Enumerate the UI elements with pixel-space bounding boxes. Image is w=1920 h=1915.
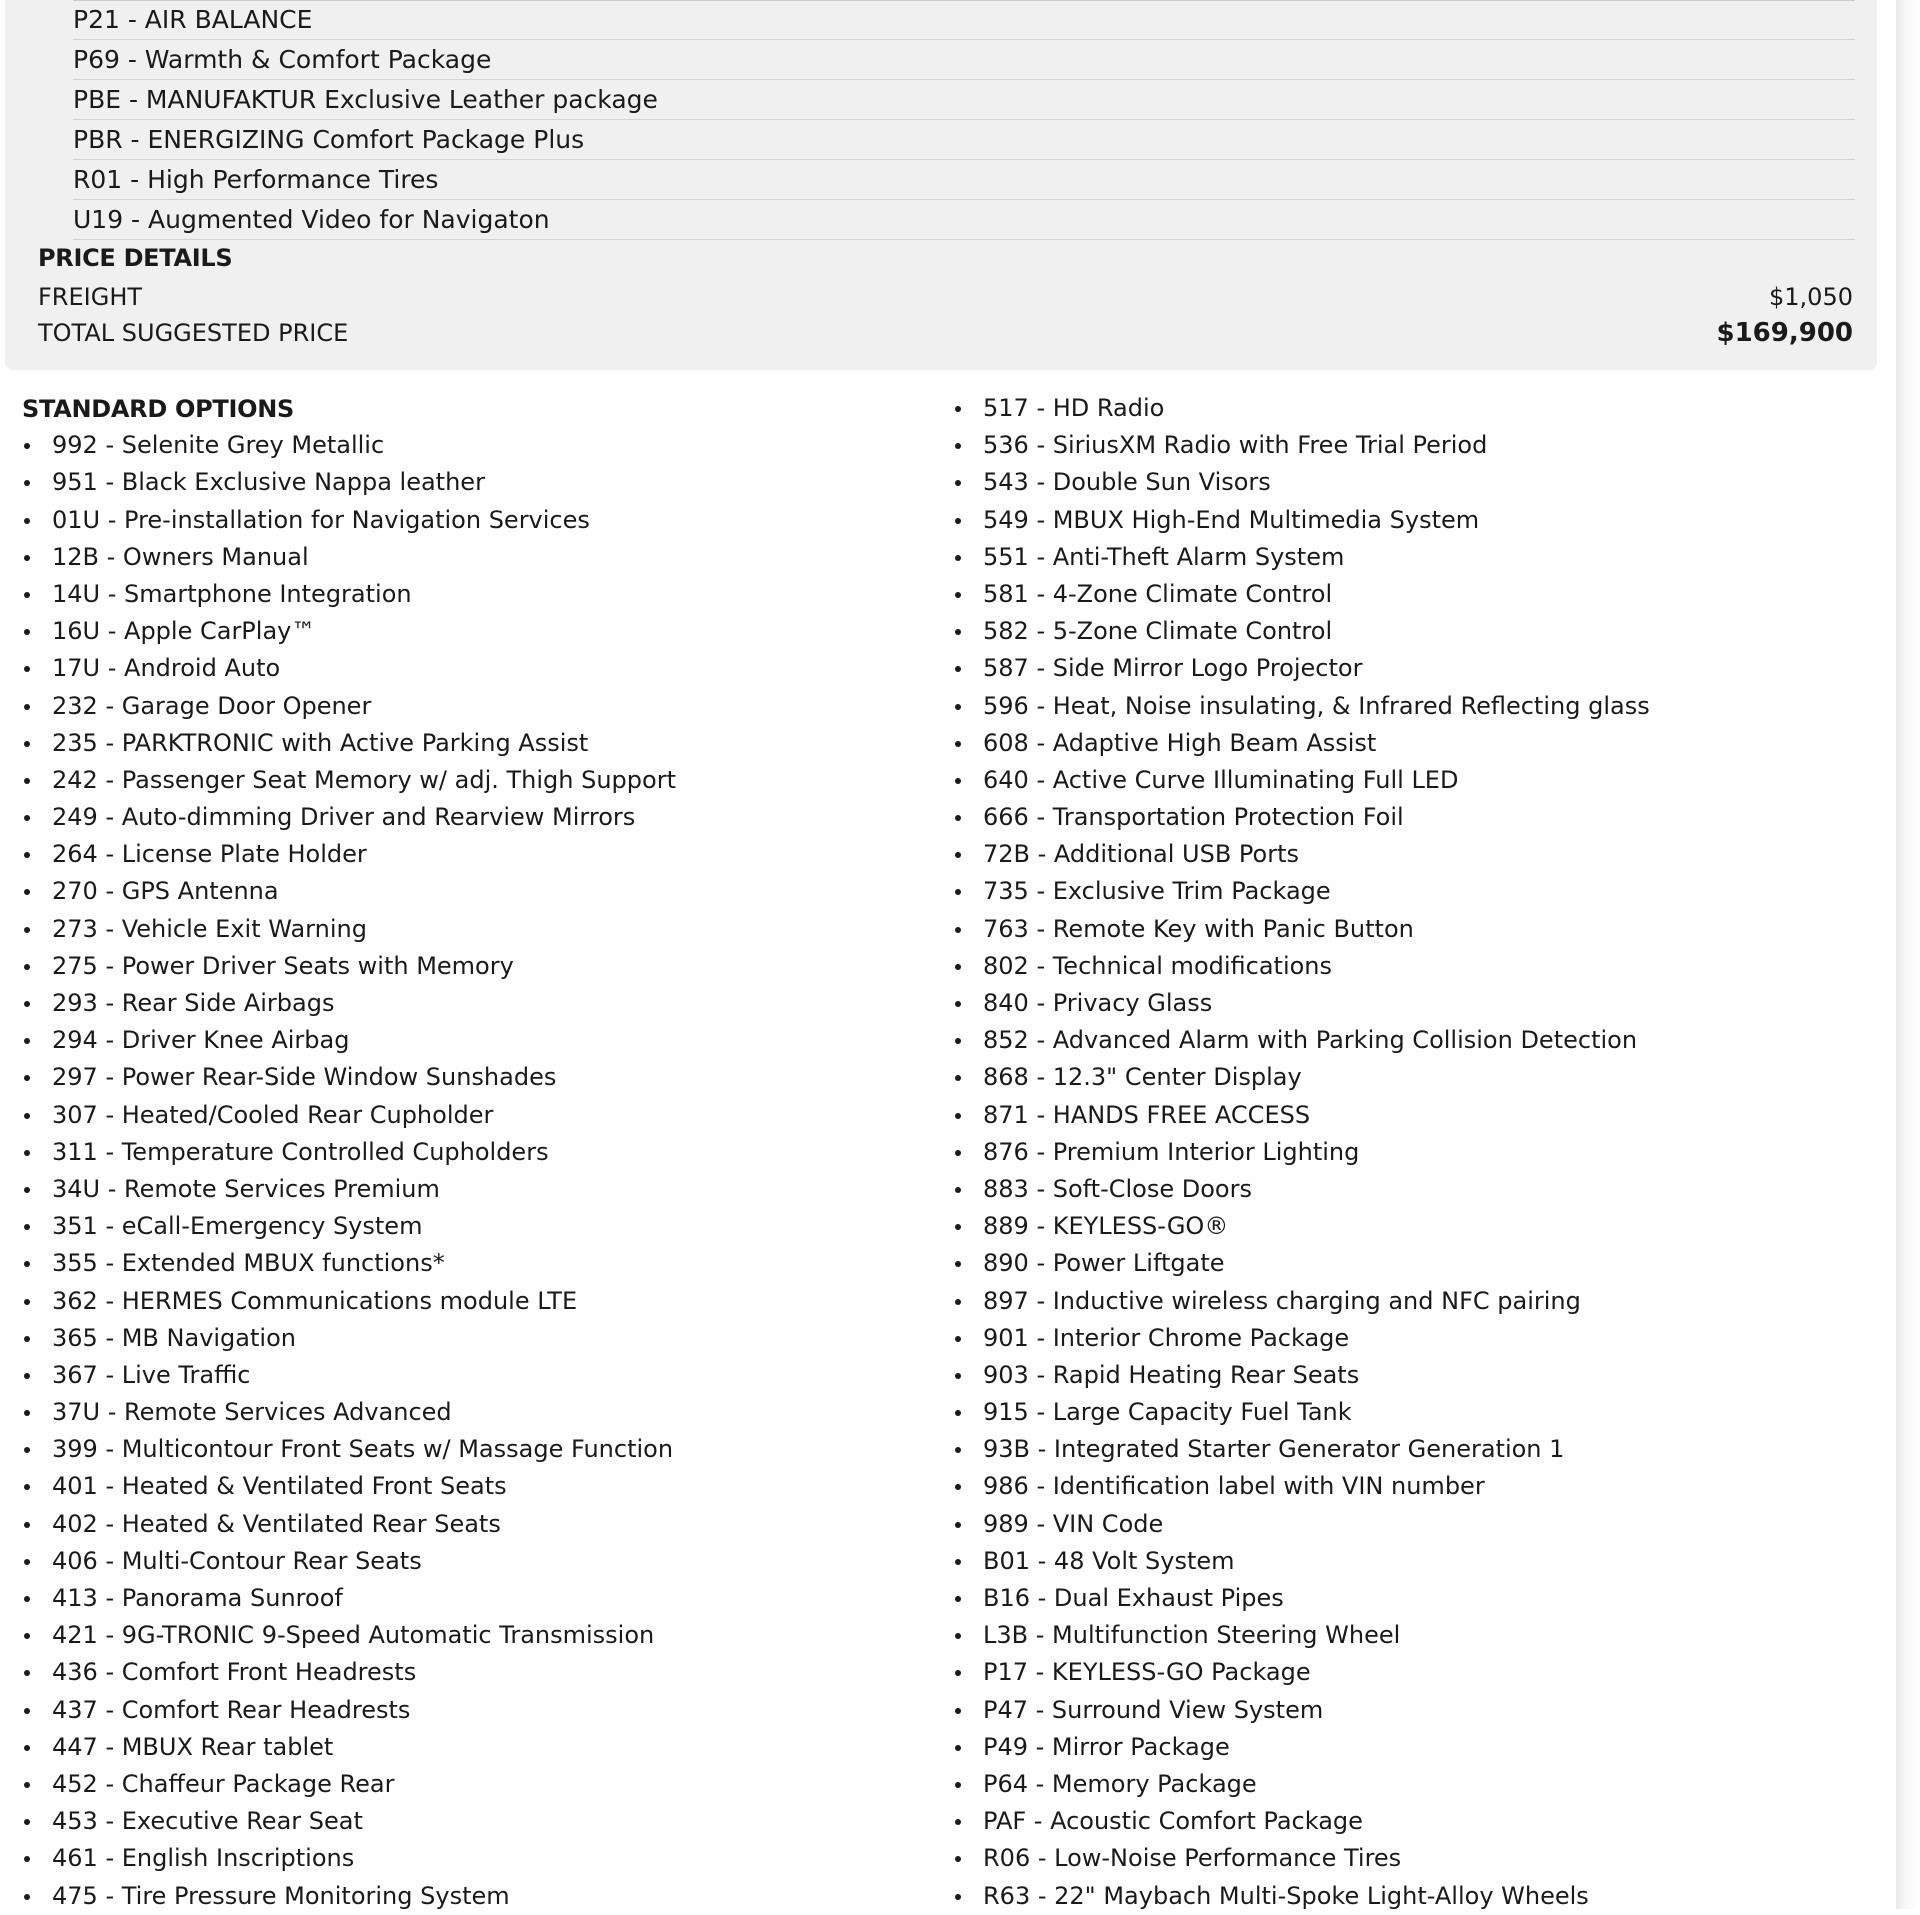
- bullet-icon: [24, 1670, 30, 1676]
- bullet-icon: [955, 1373, 961, 1379]
- standard-option-item: [983, 1803, 1650, 1840]
- bullet-icon: [955, 629, 961, 635]
- bullet-icon: [24, 1447, 30, 1453]
- bullet-icon: [24, 518, 30, 524]
- standard-option-item: [983, 948, 1650, 985]
- standard-option-label: 249 - Auto-dimming Driver and Rearview Mirrors: [52, 803, 636, 832]
- bullet-icon: [955, 1559, 961, 1565]
- freight-row: [38, 279, 1853, 315]
- bullet-icon: [24, 741, 30, 747]
- standard-option-label: 915 - Large Capacity Fuel Tank: [983, 1398, 1352, 1427]
- standard-option-item: [52, 1692, 676, 1729]
- total-price-row: [38, 315, 1853, 351]
- standard-option-label: 264 - License Plate Holder: [52, 840, 367, 869]
- bullet-icon: [955, 1299, 961, 1305]
- standard-option-label: 37U - Remote Services Advanced: [52, 1398, 452, 1427]
- standard-option-label: 402 - Heated & Ventilated Rear Seats: [52, 1509, 501, 1538]
- bullet-icon: [955, 1447, 961, 1453]
- standard-option-item: [52, 1171, 676, 1208]
- standard-option-item: [52, 1134, 676, 1171]
- bullet-icon: [24, 815, 30, 821]
- standard-option-item: [52, 1357, 676, 1394]
- standard-option-label: 890 - Power Liftgate: [983, 1249, 1225, 1278]
- standard-option-label: 12B - Owners Manual: [52, 542, 309, 571]
- price-details-heading: PRICE DETAILS: [38, 244, 233, 272]
- bullet-icon: [955, 778, 961, 784]
- standard-option-label: 355 - Extended MBUX functions*: [52, 1249, 445, 1278]
- bullet-icon: [955, 1224, 961, 1230]
- bullet-icon: [955, 1187, 961, 1193]
- standard-option-item: [52, 576, 676, 613]
- standard-option-item: [52, 1283, 676, 1320]
- standard-option-label: 16U - Apple CarPlay™: [52, 617, 316, 646]
- standard-option-item: [983, 1580, 1650, 1617]
- standard-option-label: 293 - Rear Side Airbags: [52, 989, 335, 1017]
- standard-option-label: P64 - Memory Package: [983, 1769, 1257, 1798]
- standard-option-label: 581 - 4-Zone Climate Control: [983, 579, 1333, 608]
- standard-option-item: [52, 1580, 676, 1617]
- standard-option-item: [983, 1134, 1650, 1171]
- bullet-icon: [24, 1261, 30, 1267]
- standard-option-label: 294 - Driver Knee Airbag: [52, 1026, 350, 1055]
- standard-option-item: [983, 836, 1650, 873]
- bullet-icon: [24, 852, 30, 858]
- total-price-value: $169,900: [1716, 318, 1853, 348]
- bullet-icon: [955, 1708, 961, 1714]
- standard-option-item: [983, 427, 1650, 464]
- standard-option-label: 01U - Pre-installation for Navigation Services: [52, 505, 590, 534]
- standard-option-item: [983, 1208, 1650, 1245]
- bullet-icon: [955, 1261, 961, 1267]
- standard-option-item: [52, 725, 676, 762]
- bullet-icon: [24, 1819, 30, 1825]
- standard-option-item: [983, 799, 1650, 836]
- bullet-icon: [24, 1038, 30, 1044]
- standard-option-item: [983, 1766, 1650, 1803]
- standard-option-item: [52, 1468, 676, 1505]
- standard-option-label: R63 - 22" Maybach Multi-Spoke Light-Alloy Wheels: [983, 1881, 1589, 1910]
- standard-option-label: 897 - Inductive wireless charging and NFC pairing: [983, 1286, 1581, 1315]
- bullet-icon: [24, 1113, 30, 1119]
- standard-option-item: [52, 1803, 676, 1840]
- standard-option-label: 852 - Advanced Alarm with Parking Collision Detection: [983, 1026, 1638, 1055]
- standard-option-item: [983, 1506, 1650, 1543]
- bullet-icon: [955, 815, 961, 821]
- standard-option-item: [52, 1766, 676, 1803]
- total-price-label: TOTAL SUGGESTED PRICE: [38, 319, 349, 347]
- standard-option-label: 453 - Executive Rear Seat: [52, 1807, 363, 1836]
- standard-option-label: 951 - Black Exclusive Nappa leather: [52, 468, 485, 497]
- standard-option-label: P17 - KEYLESS-GO Package: [983, 1658, 1311, 1687]
- bullet-icon: [24, 1336, 30, 1342]
- bullet-icon: [955, 964, 961, 970]
- standard-option-label: 871 - HANDS FREE ACCESS: [983, 1100, 1311, 1129]
- bullet-icon: [955, 1522, 961, 1528]
- standard-option-item: [983, 1245, 1650, 1282]
- standard-option-item: [52, 539, 676, 576]
- bullet-icon: [24, 1150, 30, 1156]
- standard-option-label: 242 - Passenger Seat Memory w/ adj. Thigh Support: [52, 765, 676, 794]
- standard-option-item: [983, 985, 1650, 1022]
- standard-option-item: [52, 1394, 676, 1431]
- standard-option-item: [52, 1059, 676, 1096]
- standard-option-item: [52, 613, 676, 650]
- bullet-icon: [955, 1633, 961, 1639]
- standard-option-item: [52, 502, 676, 539]
- bullet-icon: [955, 1745, 961, 1751]
- standard-option-item: [52, 1878, 676, 1915]
- standard-option-item: [983, 1840, 1650, 1877]
- standard-option-item: [983, 1431, 1650, 1468]
- standard-option-label: 34U - Remote Services Premium: [52, 1174, 440, 1203]
- standard-option-label: L3B - Multifunction Steering Wheel: [983, 1621, 1401, 1650]
- standard-option-label: 436 - Comfort Front Headrests: [52, 1658, 417, 1687]
- standard-option-label: 903 - Rapid Heating Rear Seats: [983, 1360, 1360, 1389]
- standard-option-label: 883 - Soft-Close Doors: [983, 1174, 1252, 1203]
- standard-option-item: [983, 1617, 1650, 1654]
- standard-option-label: 401 - Heated & Ventilated Front Seats: [52, 1472, 507, 1501]
- standard-option-label: B01 - 48 Volt System: [983, 1546, 1235, 1575]
- bullet-icon: [955, 1670, 961, 1676]
- standard-option-item: [52, 1543, 676, 1580]
- bullet-icon: [24, 1708, 30, 1714]
- bullet-icon: [955, 741, 961, 747]
- bullet-icon: [24, 1299, 30, 1305]
- bullet-icon: [24, 629, 30, 635]
- bullet-icon: [24, 1856, 30, 1862]
- standard-option-label: 640 - Active Curve Illuminating Full LED: [983, 765, 1459, 794]
- standard-option-label: 14U - Smartphone Integration: [52, 579, 412, 608]
- standard-option-item: [983, 1357, 1650, 1394]
- standard-option-label: B16 - Dual Exhaust Pipes: [983, 1584, 1284, 1612]
- standard-option-label: 517 - HD Radio: [983, 394, 1165, 422]
- standard-options-left-column: [52, 390, 676, 1915]
- standard-option-item: [983, 1320, 1650, 1357]
- standard-option-label: 351 - eCall-Emergency System: [52, 1212, 423, 1241]
- standard-option-label: 889 - KEYLESS-GO®: [983, 1212, 1229, 1241]
- standard-option-item: [52, 1729, 676, 1766]
- standard-option-label: 297 - Power Rear-Side Window Sunshades: [52, 1063, 557, 1092]
- standard-option-label: 452 - Chaffeur Package Rear: [52, 1769, 395, 1798]
- standard-option-label: R06 - Low-Noise Performance Tires: [983, 1844, 1402, 1873]
- standard-option-item: [983, 1022, 1650, 1059]
- standard-option-item: [52, 688, 676, 725]
- standard-option-item: [983, 873, 1650, 910]
- bullet-icon: [955, 480, 961, 486]
- bullet-icon: [24, 778, 30, 784]
- standard-option-item: [52, 1617, 676, 1654]
- standard-option-label: 406 - Multi-Contour Rear Seats: [52, 1546, 422, 1575]
- bullet-icon: [955, 1856, 961, 1862]
- standard-option-label: P49 - Mirror Package: [983, 1732, 1230, 1761]
- bullet-icon: [955, 1484, 961, 1490]
- standard-option-item: [52, 1431, 676, 1468]
- standard-option-label: 876 - Premium Interior Lighting: [983, 1137, 1360, 1166]
- standard-option-item: [983, 576, 1650, 613]
- standard-option-item: [983, 1654, 1650, 1691]
- bullet-icon: [955, 1819, 961, 1825]
- standard-option-item: [983, 1283, 1650, 1320]
- standard-option-label: 763 - Remote Key with Panic Button: [983, 914, 1414, 943]
- standard-option-label: 582 - 5-Zone Climate Control: [983, 617, 1333, 646]
- standard-option-item: [983, 725, 1650, 762]
- standard-option-label: 551 - Anti-Theft Alarm System: [983, 542, 1345, 571]
- bullet-icon: [24, 927, 30, 933]
- bullet-icon: [955, 1336, 961, 1342]
- bullet-icon: [24, 1484, 30, 1490]
- package-option-row: P21 - AIR BALANCE: [73, 1, 1855, 40]
- bullet-icon: [24, 592, 30, 598]
- bullet-icon: [955, 704, 961, 710]
- standard-option-label: 475 - Tire Pressure Monitoring System: [52, 1881, 510, 1910]
- standard-option-item: [983, 1394, 1650, 1431]
- package-option-row: PBE - MANUFAKTUR Exclusive Leather package: [73, 81, 1855, 120]
- standard-option-item: [52, 1022, 676, 1059]
- standard-option-label: 362 - HERMES Communications module LTE: [52, 1286, 578, 1315]
- options-price-panel: [5, 0, 1877, 370]
- bullet-icon: [24, 1001, 30, 1007]
- standard-option-label: 93B - Integrated Starter Generator Generation 1: [983, 1435, 1565, 1464]
- bullet-icon: [955, 666, 961, 672]
- standard-option-label: 413 - Panorama Sunroof: [52, 1584, 343, 1612]
- standard-option-label: 365 - MB Navigation: [52, 1323, 296, 1352]
- bullet-icon: [955, 555, 961, 561]
- standard-option-label: 840 - Privacy Glass: [983, 989, 1213, 1017]
- standard-option-item: [52, 427, 676, 464]
- bullet-icon: [24, 1633, 30, 1639]
- standard-option-item: [983, 1692, 1650, 1729]
- standard-option-label: 596 - Heat, Noise insulating, & Infrared Reflecting glass: [983, 691, 1650, 720]
- bullet-icon: [24, 1894, 30, 1900]
- bullet-icon: [955, 518, 961, 524]
- bullet-icon: [24, 1522, 30, 1528]
- standard-option-item: [983, 390, 1650, 427]
- standard-option-item: [52, 650, 676, 687]
- bullet-icon: [955, 1001, 961, 1007]
- standard-options-heading: STANDARD OPTIONS: [22, 395, 294, 423]
- standard-option-item: [983, 650, 1650, 687]
- standard-option-label: 311 - Temperature Controlled Cupholders: [52, 1137, 549, 1166]
- package-option-row: R01 - High Performance Tires: [73, 161, 1855, 200]
- standard-option-label: 735 - Exclusive Trim Package: [983, 877, 1331, 906]
- standard-option-item: [983, 688, 1650, 725]
- standard-option-label: 986 - Identification label with VIN number: [983, 1472, 1485, 1501]
- bullet-icon: [24, 1373, 30, 1379]
- package-option-row: PBR - ENERGIZING Comfort Package Plus: [73, 121, 1855, 160]
- standard-option-item: [52, 1506, 676, 1543]
- bullet-icon: [24, 1224, 30, 1230]
- bullet-icon: [955, 592, 961, 598]
- standard-option-label: 802 - Technical modifications: [983, 951, 1333, 980]
- standard-option-item: [983, 762, 1650, 799]
- standard-option-item: [52, 911, 676, 948]
- bullet-icon: [24, 1745, 30, 1751]
- standard-option-item: [983, 1059, 1650, 1096]
- bullet-icon: [24, 480, 30, 486]
- standard-option-item: [52, 948, 676, 985]
- standard-option-item: [52, 799, 676, 836]
- standard-option-label: 549 - MBUX High-End Multimedia System: [983, 505, 1480, 534]
- bullet-icon: [955, 889, 961, 895]
- standard-option-label: 307 - Heated/Cooled Rear Cupholder: [52, 1100, 494, 1129]
- standard-option-label: 437 - Comfort Rear Headrests: [52, 1695, 411, 1724]
- standard-option-label: 275 - Power Driver Seats with Memory: [52, 951, 514, 980]
- bullet-icon: [24, 1596, 30, 1602]
- standard-option-label: 367 - Live Traffic: [52, 1360, 251, 1389]
- standard-option-label: 543 - Double Sun Visors: [983, 468, 1271, 497]
- standard-option-item: [983, 613, 1650, 650]
- standard-option-label: 421 - 9G-TRONIC 9-Speed Automatic Transmission: [52, 1621, 655, 1650]
- standard-option-item: [52, 1208, 676, 1245]
- standard-option-item: [52, 1840, 676, 1877]
- standard-options-right-column: [983, 390, 1650, 1915]
- standard-option-item: [52, 873, 676, 910]
- standard-option-item: [52, 985, 676, 1022]
- standard-option-item: [983, 1543, 1650, 1580]
- bullet-icon: [955, 1596, 961, 1602]
- standard-option-label: 868 - 12.3" Center Display: [983, 1063, 1302, 1092]
- bullet-icon: [24, 443, 30, 449]
- bullet-icon: [955, 1075, 961, 1081]
- package-option-row: U19 - Augmented Video for Navigaton: [73, 201, 1855, 240]
- standard-option-label: PAF - Acoustic Comfort Package: [983, 1807, 1363, 1836]
- bullet-icon: [24, 1187, 30, 1193]
- standard-option-item: [983, 1468, 1650, 1505]
- standard-option-item: [983, 464, 1650, 501]
- bullet-icon: [955, 1038, 961, 1044]
- bullet-icon: [955, 1410, 961, 1416]
- standard-option-label: 447 - MBUX Rear tablet: [52, 1732, 334, 1761]
- standard-option-item: [983, 911, 1650, 948]
- standard-option-item: [52, 1097, 676, 1134]
- bullet-icon: [955, 1150, 961, 1156]
- standard-option-item: [983, 1729, 1650, 1766]
- bullet-icon: [24, 1559, 30, 1565]
- standard-option-label: 901 - Interior Chrome Package: [983, 1323, 1350, 1352]
- bullet-icon: [955, 1894, 961, 1900]
- standard-option-item: [983, 539, 1650, 576]
- bullet-icon: [24, 889, 30, 895]
- standard-option-item: [983, 1878, 1650, 1915]
- bullet-icon: [955, 443, 961, 449]
- standard-option-label: 992 - Selenite Grey Metallic: [52, 431, 385, 460]
- standard-option-label: 17U - Android Auto: [52, 654, 281, 683]
- page-edge-shadow: [1896, 0, 1920, 1909]
- standard-option-label: P47 - Surround View System: [983, 1695, 1324, 1724]
- bullet-icon: [955, 406, 961, 412]
- bullet-icon: [24, 704, 30, 710]
- standard-option-label: 989 - VIN Code: [983, 1509, 1164, 1538]
- standard-option-label: 270 - GPS Antenna: [52, 877, 279, 906]
- standard-option-item: [52, 1654, 676, 1691]
- bullet-icon: [24, 1782, 30, 1788]
- standard-option-label: 461 - English Inscriptions: [52, 1844, 355, 1873]
- standard-option-item: [52, 1245, 676, 1282]
- standard-option-label: 399 - Multicontour Front Seats w/ Massage Function: [52, 1435, 674, 1464]
- standard-option-item: [983, 1171, 1650, 1208]
- bullet-icon: [24, 1075, 30, 1081]
- standard-option-label: 273 - Vehicle Exit Warning: [52, 914, 367, 943]
- package-option-row: P69 - Warmth & Comfort Package: [73, 41, 1855, 80]
- bullet-icon: [24, 555, 30, 561]
- standard-option-item: [52, 1320, 676, 1357]
- bullet-icon: [24, 964, 30, 970]
- standard-option-label: 235 - PARKTRONIC with Active Parking Assist: [52, 728, 589, 757]
- standard-option-label: 536 - SiriusXM Radio with Free Trial Period: [983, 431, 1488, 460]
- bullet-icon: [955, 852, 961, 858]
- standard-option-label: 587 - Side Mirror Logo Projector: [983, 654, 1363, 683]
- standard-option-item: [983, 1097, 1650, 1134]
- standard-option-item: [52, 464, 676, 501]
- standard-option-item: [983, 502, 1650, 539]
- standard-option-label: 72B - Additional USB Ports: [983, 840, 1300, 869]
- standard-option-item: [52, 836, 676, 873]
- bullet-icon: [24, 666, 30, 672]
- standard-option-label: 666 - Transportation Protection Foil: [983, 803, 1404, 832]
- bullet-icon: [24, 1410, 30, 1416]
- standard-option-label: 608 - Adaptive High Beam Assist: [983, 728, 1377, 757]
- standard-option-item: [52, 762, 676, 799]
- freight-label: FREIGHT: [38, 283, 143, 311]
- bullet-icon: [955, 1113, 961, 1119]
- standard-option-label: 232 - Garage Door Opener: [52, 691, 372, 720]
- bullet-icon: [955, 927, 961, 933]
- bullet-icon: [955, 1782, 961, 1788]
- freight-value: $1,050: [1769, 283, 1853, 311]
